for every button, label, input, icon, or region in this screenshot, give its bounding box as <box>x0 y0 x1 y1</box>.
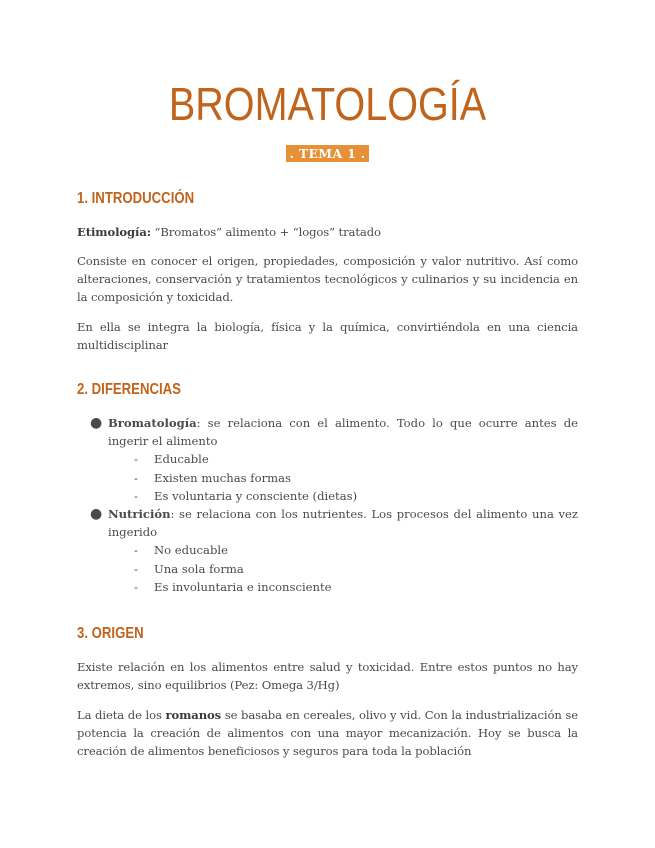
sub-item-text: Una sola forma <box>154 561 244 576</box>
list-item-bromatologia <box>77 414 578 450</box>
sub-list-item <box>77 487 578 505</box>
dash-icon: - <box>134 543 138 558</box>
sub-list-item <box>77 469 578 487</box>
sub-list-item <box>77 560 578 578</box>
sub-list-item <box>77 578 578 596</box>
dash-icon: - <box>134 452 138 467</box>
section-heading-introduccion: 1. INTRODUCCIÓN <box>77 190 195 207</box>
section-heading-origen: 3. ORIGEN <box>77 625 144 642</box>
sub-item-text: No educable <box>154 543 228 558</box>
bromatologia-label: Bromatología <box>108 416 197 430</box>
etymology-paragraph <box>77 223 578 241</box>
dash-icon: - <box>134 579 138 594</box>
origen-paragraph-1: Existe relación en los alimentos entre salud y toxicidad. Entre estos puntos no hay extremos, sino equilibrios (Pez: Omega 3/Hg) <box>77 660 578 693</box>
bullet-icon: ● <box>90 506 103 523</box>
origen-text-end: se basaba en cereales, olivo y vid. Con la industrialización se potencia la creación de alimentos con una mayor mecanización. Hoy se busca la creación de alimentos beneficiosos y seguros para toda la población <box>77 708 578 759</box>
sub-list-item <box>77 541 578 559</box>
section-heading-diferencias: 2. DIFERENCIAS <box>77 381 181 398</box>
sub-list-item <box>77 450 578 468</box>
nutricion-text: : se relaciona con los nutrientes. Los procesos del alimento una vez ingerido <box>108 507 578 540</box>
sub-item-text: Es voluntaria y consciente (dietas) <box>154 488 358 503</box>
diferencias-list <box>77 414 578 596</box>
sub-item-text: Educable <box>154 452 209 467</box>
document-title: BROMATOLOGÍA <box>168 78 487 130</box>
bullet-icon: ● <box>90 415 103 431</box>
nutricion-label: Nutrición <box>108 507 171 522</box>
origen-paragraph-2 <box>77 706 578 761</box>
intro-paragraph-1: Consiste en conocer el origen, propiedades, composición y valor nutritivo. Así como alteraciones, conservación y tratamientos tecnológicos y culinarios y su incidencia en la composición y toxicidad. <box>77 254 578 305</box>
subtitle-badge: . TEMA 1 . <box>286 145 370 162</box>
sub-item-text: Es involuntaria e inconsciente <box>154 579 332 594</box>
intro-paragraph-2: En ella se integra la biología, física y la química, convirtiéndola en una ciencia multidisciplinar <box>77 320 578 353</box>
dash-icon: - <box>134 561 138 576</box>
dash-icon: - <box>134 470 138 485</box>
origen-bold-romanos: romanos <box>165 708 222 722</box>
bromatologia-text: : se relaciona con el alimento. Todo lo que ocurre antes de ingerir el alimento <box>108 416 578 449</box>
origen-text-start: La dieta de los <box>77 708 166 722</box>
subtitle-wrapper <box>77 143 578 162</box>
sub-item-text: Existen muchas formas <box>154 470 291 485</box>
etymology-label: Etimología: <box>77 225 151 239</box>
list-item-nutricion <box>77 505 578 541</box>
dash-icon: - <box>134 488 138 503</box>
etymology-text: “Bromatos” alimento + “logos” tratado <box>150 225 381 239</box>
